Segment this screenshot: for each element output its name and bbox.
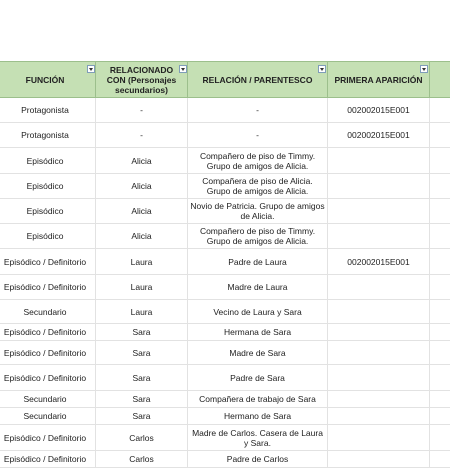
extra-cell[interactable] <box>430 408 450 424</box>
relacionado-cell[interactable]: Sara <box>96 341 188 364</box>
relacionado-cell[interactable]: Laura <box>96 300 188 323</box>
funcion-cell[interactable]: Secundario <box>0 391 96 407</box>
aparicion-cell[interactable] <box>328 365 430 390</box>
aparicion-cell[interactable] <box>328 451 430 467</box>
filter-dropdown-icon[interactable] <box>420 65 428 73</box>
aparicion-cell[interactable] <box>328 300 430 323</box>
extra-cell[interactable] <box>430 324 450 340</box>
table-row <box>0 341 450 365</box>
relacion-cell[interactable]: - <box>188 123 328 147</box>
relacionado-cell[interactable]: Laura <box>96 275 188 299</box>
funcion-cell[interactable]: Episódico / Definitorio <box>0 425 96 450</box>
header-funcion[interactable] <box>0 62 96 97</box>
aparicion-cell[interactable] <box>328 425 430 450</box>
table-row <box>0 249 450 275</box>
relacionado-cell[interactable]: - <box>96 98 188 122</box>
header-label: FUNCIÓN <box>25 74 65 85</box>
funcion-cell[interactable]: Episódico / Definitorio <box>0 324 96 340</box>
funcion-cell[interactable]: Protagonista <box>0 123 96 147</box>
aparicion-cell[interactable] <box>328 275 430 299</box>
table-row <box>0 199 450 224</box>
aparicion-cell[interactable] <box>328 148 430 173</box>
table-row <box>0 365 450 391</box>
relacionado-cell[interactable]: Alicia <box>96 224 188 248</box>
header-label: RELACIONADO CON (Personajes secundarios) <box>106 64 177 95</box>
table-row <box>0 324 450 341</box>
header-aparicion[interactable] <box>328 62 430 97</box>
funcion-cell[interactable]: Episódico / Definitorio <box>0 249 96 274</box>
funcion-cell[interactable]: Secundario <box>0 408 96 424</box>
spreadsheet-table <box>0 61 450 468</box>
relacion-cell[interactable]: Compañera de piso de Alicia. Grupo de amigos de Alicia. <box>188 174 328 198</box>
table-row <box>0 174 450 199</box>
filter-dropdown-icon[interactable] <box>318 65 326 73</box>
relacion-cell[interactable]: Madre de Carlos. Casera de Laura y Sara. <box>188 425 328 450</box>
header-relacionado[interactable] <box>96 62 188 97</box>
extra-cell[interactable] <box>430 451 450 467</box>
extra-cell[interactable] <box>430 148 450 173</box>
relacion-cell[interactable]: Hermano de Sara <box>188 408 328 424</box>
extra-cell[interactable] <box>430 224 450 248</box>
relacionado-cell[interactable]: Alicia <box>96 199 188 223</box>
extra-cell[interactable] <box>430 425 450 450</box>
table-row <box>0 275 450 300</box>
relacionado-cell[interactable]: - <box>96 123 188 147</box>
relacionado-cell[interactable]: Sara <box>96 391 188 407</box>
relacionado-cell[interactable]: Sara <box>96 324 188 340</box>
relacionado-cell[interactable]: Alicia <box>96 174 188 198</box>
funcion-cell[interactable]: Episódico / Definitorio <box>0 365 96 390</box>
extra-cell[interactable] <box>430 341 450 364</box>
filter-dropdown-icon[interactable] <box>179 65 187 73</box>
aparicion-cell[interactable]: 002002015E001 <box>328 249 430 274</box>
relacionado-cell[interactable]: Carlos <box>96 451 188 467</box>
funcion-cell[interactable]: Episódico / Definitorio <box>0 451 96 467</box>
header-extra <box>430 62 450 97</box>
relacion-cell[interactable]: Padre de Laura <box>188 249 328 274</box>
aparicion-cell[interactable] <box>328 199 430 223</box>
aparicion-cell[interactable]: 002002015E001 <box>328 123 430 147</box>
relacionado-cell[interactable]: Alicia <box>96 148 188 173</box>
extra-cell[interactable] <box>430 98 450 122</box>
table-row <box>0 98 450 123</box>
table-row <box>0 451 450 468</box>
funcion-cell[interactable]: Secundario <box>0 300 96 323</box>
extra-cell[interactable] <box>430 199 450 223</box>
relacion-cell[interactable]: Hermana de Sara <box>188 324 328 340</box>
relacionado-cell[interactable]: Sara <box>96 408 188 424</box>
aparicion-cell[interactable] <box>328 224 430 248</box>
relacion-cell[interactable]: Padre de Sara <box>188 365 328 390</box>
relacion-cell[interactable]: Compañero de piso de Timmy. Grupo de amigos de Alicia. <box>188 224 328 248</box>
relacionado-cell[interactable]: Carlos <box>96 425 188 450</box>
aparicion-cell[interactable] <box>328 341 430 364</box>
header-relacion[interactable] <box>188 62 328 97</box>
aparicion-cell[interactable] <box>328 391 430 407</box>
relacion-cell[interactable]: Padre de Carlos <box>188 451 328 467</box>
funcion-cell[interactable]: Episódico <box>0 224 96 248</box>
relacion-cell[interactable]: Madre de Sara <box>188 341 328 364</box>
table-body <box>0 98 450 468</box>
extra-cell[interactable] <box>430 249 450 274</box>
extra-cell[interactable] <box>430 365 450 390</box>
filter-dropdown-icon[interactable] <box>87 65 95 73</box>
extra-cell[interactable] <box>430 391 450 407</box>
relacionado-cell[interactable]: Sara <box>96 365 188 390</box>
extra-cell[interactable] <box>430 300 450 323</box>
extra-cell[interactable] <box>430 275 450 299</box>
funcion-cell[interactable]: Episódico / Definitorio <box>0 341 96 364</box>
header-label: RELACIÓN / PARENTESCO <box>202 74 313 85</box>
funcion-cell[interactable]: Episódico / Definitorio <box>0 275 96 299</box>
aparicion-cell[interactable] <box>328 408 430 424</box>
table-row <box>0 425 450 451</box>
relacion-cell[interactable]: - <box>188 98 328 122</box>
relacion-cell[interactable]: Madre de Laura <box>188 275 328 299</box>
funcion-cell[interactable]: Protagonista <box>0 98 96 122</box>
relacionado-cell[interactable]: Laura <box>96 249 188 274</box>
table-row <box>0 391 450 408</box>
header-label: PRIMERA APARICIÓN <box>334 74 423 85</box>
relacion-cell[interactable]: Compañero de piso de Timmy. Grupo de amigos de Alicia. <box>188 148 328 173</box>
relacion-cell[interactable]: Novio de Patricia. Grupo de amigos de Alicia. <box>188 199 328 223</box>
funcion-cell[interactable]: Episódico <box>0 174 96 198</box>
aparicion-cell[interactable] <box>328 324 430 340</box>
aparicion-cell[interactable] <box>328 174 430 198</box>
extra-cell[interactable] <box>430 123 450 147</box>
table-row <box>0 148 450 174</box>
table-row <box>0 224 450 249</box>
relacion-cell[interactable]: Compañera de trabajo de Sara <box>188 391 328 407</box>
table-row <box>0 300 450 324</box>
funcion-cell[interactable]: Episódico <box>0 148 96 173</box>
aparicion-cell[interactable]: 002002015E001 <box>328 98 430 122</box>
relacion-cell[interactable]: Vecino de Laura y Sara <box>188 300 328 323</box>
extra-cell[interactable] <box>430 174 450 198</box>
table-row <box>0 408 450 425</box>
header-row <box>0 61 450 98</box>
table-row <box>0 123 450 148</box>
funcion-cell[interactable]: Episódico <box>0 199 96 223</box>
